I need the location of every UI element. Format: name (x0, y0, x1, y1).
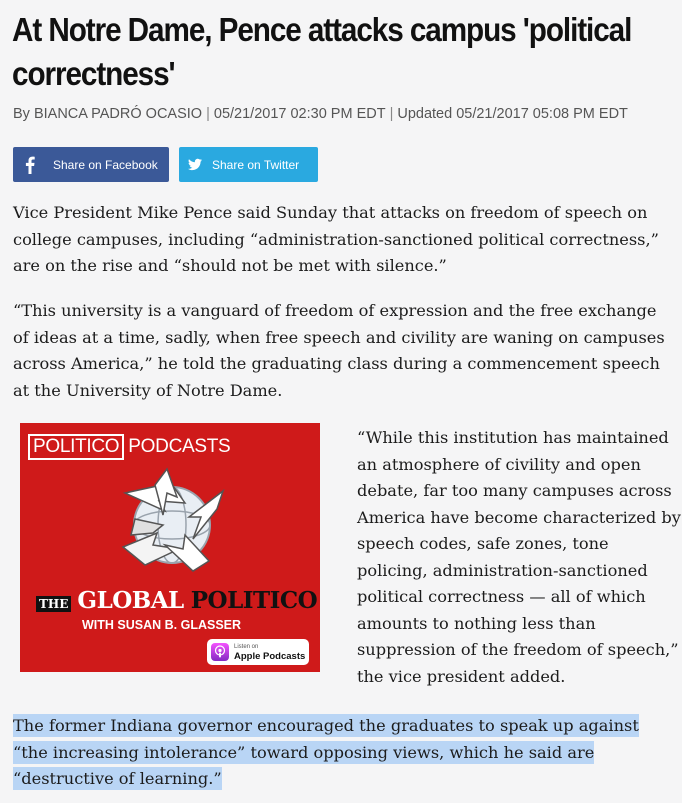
apple-badge-big: Apple Podcasts (234, 651, 306, 662)
share-twitter-button[interactable] (179, 147, 318, 182)
twitter-icon (188, 155, 202, 175)
globe-arrows-icon (105, 463, 240, 583)
selected-text-highlight[interactable]: The former Indiana governor encouraged the graduates to speak up against “the increasing intolerance” toward opposing views, which he said are “destructive of learning.” (13, 716, 639, 788)
paragraph-3-quote: “While this institution has maintained an atmosphere of civility and open debate, far too many campuses across America have become characterized by speech codes, safe zones, tone policing, administration-sanctioned political correctness — all of which amounts to nothing less than suppression of the freedom of speech,” the vice president added. (357, 428, 681, 686)
podcast-icon (211, 643, 229, 661)
paragraph-2: “This university is a vanguard of freedom of expression and the free exchange of ideas at a time, sadly, when free speech and civility are waning on campuses across America,” he told the graduating class during a commencement speech at the University of Notre Dame. (13, 301, 665, 400)
share-facebook-button[interactable] (13, 147, 169, 182)
paragraph-1: Vice President Mike Pence said Sunday that attacks on freedom of speech on college campuses, including “administration-sanctioned political correctness,” are on the rise and “should not be met with silence.” (13, 203, 659, 275)
promo-show-title (36, 587, 317, 614)
promo-brand-rest: PODCASTS (128, 436, 231, 457)
promo-host: WITH SUSAN B. GLASSER (82, 618, 242, 632)
paragraph-4 (13, 713, 673, 793)
byline-updated: Updated 05/21/2017 05:08 PM EDT (397, 106, 628, 122)
apple-podcasts-badge[interactable] (207, 639, 309, 665)
byline-separator-2: | (389, 106, 394, 122)
promo-title-politico: POLITICO (190, 587, 318, 614)
promo-title-global: GLOBAL (77, 587, 184, 614)
promo-the: THE (36, 596, 71, 612)
promo-brand (28, 434, 230, 460)
apple-badge-small: Listen on (234, 644, 259, 650)
apple-badge-text (234, 642, 305, 662)
byline (13, 106, 678, 122)
promo-brand-box: POLITICO (28, 434, 124, 460)
share-twitter-label: Share on Twitter (212, 157, 300, 172)
share-facebook-label: Share on Facebook (53, 157, 158, 172)
article-headline: At Notre Dame, Pence attacks campus 'political correctness' (12, 11, 632, 92)
facebook-icon (23, 155, 37, 175)
byline-author: By BIANCA PADRÓ OCASIO (13, 106, 203, 122)
byline-published: 05/21/2017 02:30 PM EDT (213, 106, 386, 122)
podcast-promo[interactable] (20, 423, 320, 672)
byline-separator: | (206, 106, 210, 122)
